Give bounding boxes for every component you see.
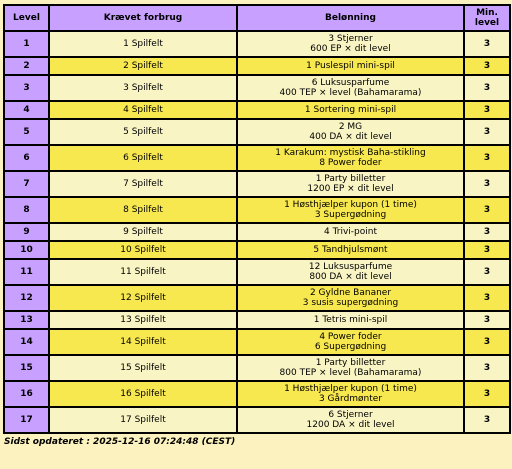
reward-line: 1 Karakum: mystisk Baha-stikling xyxy=(275,148,426,158)
reward-line: 1200 DA × dit level xyxy=(306,420,395,430)
row-level: 10 xyxy=(5,242,48,258)
row-level: 1 xyxy=(5,32,48,56)
row-required: 1 Spilfelt xyxy=(50,32,236,56)
table-row xyxy=(5,408,509,432)
table-row xyxy=(5,224,509,240)
reward-line: 1 Party billetter xyxy=(315,174,386,184)
row-required: 7 Spilfelt xyxy=(50,172,236,196)
row-reward xyxy=(238,382,463,406)
reward-line: 3 susis supergødning xyxy=(302,298,399,308)
table-row xyxy=(5,146,509,170)
reward-line: 1 Høsthjælper kupon (1 time) xyxy=(284,384,417,394)
table-row xyxy=(5,382,509,406)
row-reward xyxy=(238,32,463,56)
row-min-level: 3 xyxy=(465,312,509,328)
reward-line: 1 Sortering mini-spil xyxy=(304,105,397,115)
last-updated: Sidst opdateret : 2025-12-16 07:24:48 (CEST) xyxy=(4,437,236,447)
row-reward xyxy=(238,224,463,240)
row-level: 7 xyxy=(5,172,48,196)
rewards-table xyxy=(3,4,511,434)
row-level: 11 xyxy=(5,260,48,284)
row-reward xyxy=(238,198,463,222)
row-reward xyxy=(238,172,463,196)
table-row xyxy=(5,242,509,258)
header-min-level: Min. level xyxy=(465,6,509,30)
reward-line: 6 Supergødning xyxy=(314,342,387,352)
reward-line: 400 DA × dit level xyxy=(309,132,392,142)
reward-line: 2 Gyldne Bananer xyxy=(309,288,392,298)
row-min-level: 3 xyxy=(465,224,509,240)
row-min-level: 3 xyxy=(465,120,509,144)
row-required: 10 Spilfelt xyxy=(50,242,236,258)
row-level: 4 xyxy=(5,102,48,118)
reward-line: 600 EP × dit level xyxy=(310,44,391,54)
reward-line: 6 Luksusparfume xyxy=(311,78,390,88)
header-level: Level xyxy=(5,6,48,30)
table-row xyxy=(5,356,509,380)
row-reward xyxy=(238,58,463,74)
row-min-level: 3 xyxy=(465,382,509,406)
row-reward xyxy=(238,120,463,144)
row-required: 8 Spilfelt xyxy=(50,198,236,222)
row-required: 13 Spilfelt xyxy=(50,312,236,328)
row-reward xyxy=(238,356,463,380)
table-row xyxy=(5,312,509,328)
row-min-level: 3 xyxy=(465,58,509,74)
header-reward: Belønning xyxy=(238,6,463,30)
row-level: 12 xyxy=(5,286,48,310)
row-min-level: 3 xyxy=(465,356,509,380)
row-level: 13 xyxy=(5,312,48,328)
table-row xyxy=(5,172,509,196)
row-min-level: 3 xyxy=(465,242,509,258)
table-row xyxy=(5,260,509,284)
row-min-level: 3 xyxy=(465,260,509,284)
row-level: 16 xyxy=(5,382,48,406)
reward-line: 1 Tetris mini-spil xyxy=(313,315,388,325)
reward-line: 5 Tandhjulsmønt xyxy=(313,245,388,255)
row-min-level: 3 xyxy=(465,76,509,100)
row-level: 6 xyxy=(5,146,48,170)
row-min-level: 3 xyxy=(465,198,509,222)
row-reward xyxy=(238,102,463,118)
reward-line: 2 MG xyxy=(338,122,363,132)
row-required: 5 Spilfelt xyxy=(50,120,236,144)
row-reward xyxy=(238,330,463,354)
row-min-level: 3 xyxy=(465,102,509,118)
row-reward xyxy=(238,286,463,310)
row-level: 15 xyxy=(5,356,48,380)
table-row xyxy=(5,102,509,118)
reward-line: 3 Supergødning xyxy=(314,210,387,220)
table-row xyxy=(5,198,509,222)
reward-line: 12 Luksusparfume xyxy=(308,262,393,272)
row-level: 2 xyxy=(5,58,48,74)
row-reward xyxy=(238,312,463,328)
row-level: 8 xyxy=(5,198,48,222)
row-required: 11 Spilfelt xyxy=(50,260,236,284)
row-min-level: 3 xyxy=(465,146,509,170)
reward-line: 1 Høsthjælper kupon (1 time) xyxy=(284,200,417,210)
reward-line: 1 Party billetter xyxy=(315,358,386,368)
row-min-level: 3 xyxy=(465,286,509,310)
reward-line: 3 Stjerner xyxy=(328,34,373,44)
row-min-level: 3 xyxy=(465,172,509,196)
reward-line: 4 Power foder xyxy=(319,332,382,342)
row-required: 2 Spilfelt xyxy=(50,58,236,74)
row-level: 9 xyxy=(5,224,48,240)
row-required: 15 Spilfelt xyxy=(50,356,236,380)
reward-line: 3 Gårdmønter xyxy=(318,394,383,404)
row-level: 3 xyxy=(5,76,48,100)
table-row xyxy=(5,58,509,74)
reward-line: 8 Power foder xyxy=(319,158,382,168)
row-level: 14 xyxy=(5,330,48,354)
row-required: 4 Spilfelt xyxy=(50,102,236,118)
row-min-level: 3 xyxy=(465,330,509,354)
header-required: Krævet forbrug xyxy=(50,6,236,30)
reward-line: 400 TEP × level (Bahamarama) xyxy=(279,88,422,98)
row-reward xyxy=(238,146,463,170)
row-required: 9 Spilfelt xyxy=(50,224,236,240)
row-required: 3 Spilfelt xyxy=(50,76,236,100)
table-row xyxy=(5,32,509,56)
row-required: 6 Spilfelt xyxy=(50,146,236,170)
row-required: 14 Spilfelt xyxy=(50,330,236,354)
row-reward xyxy=(238,408,463,432)
reward-line: 1 Puslespil mini-spil xyxy=(306,61,395,71)
table-row xyxy=(5,286,509,310)
reward-line: 800 DA × dit level xyxy=(309,272,392,282)
reward-line: 4 Trivi-point xyxy=(324,227,377,237)
row-required: 12 Spilfelt xyxy=(50,286,236,310)
row-level: 17 xyxy=(5,408,48,432)
reward-line: 1200 EP × dit level xyxy=(307,184,394,194)
reward-line: 800 TEP × level (Bahamarama) xyxy=(279,368,422,378)
row-required: 17 Spilfelt xyxy=(50,408,236,432)
row-level: 5 xyxy=(5,120,48,144)
table-row xyxy=(5,76,509,100)
row-reward xyxy=(238,76,463,100)
row-reward xyxy=(238,242,463,258)
table-body xyxy=(5,32,509,432)
reward-line: 6 Stjerner xyxy=(328,410,373,420)
table-header-row xyxy=(5,6,509,30)
row-min-level: 3 xyxy=(465,408,509,432)
row-required: 16 Spilfelt xyxy=(50,382,236,406)
row-reward xyxy=(238,260,463,284)
row-min-level: 3 xyxy=(465,32,509,56)
table-row xyxy=(5,120,509,144)
table-row xyxy=(5,330,509,354)
